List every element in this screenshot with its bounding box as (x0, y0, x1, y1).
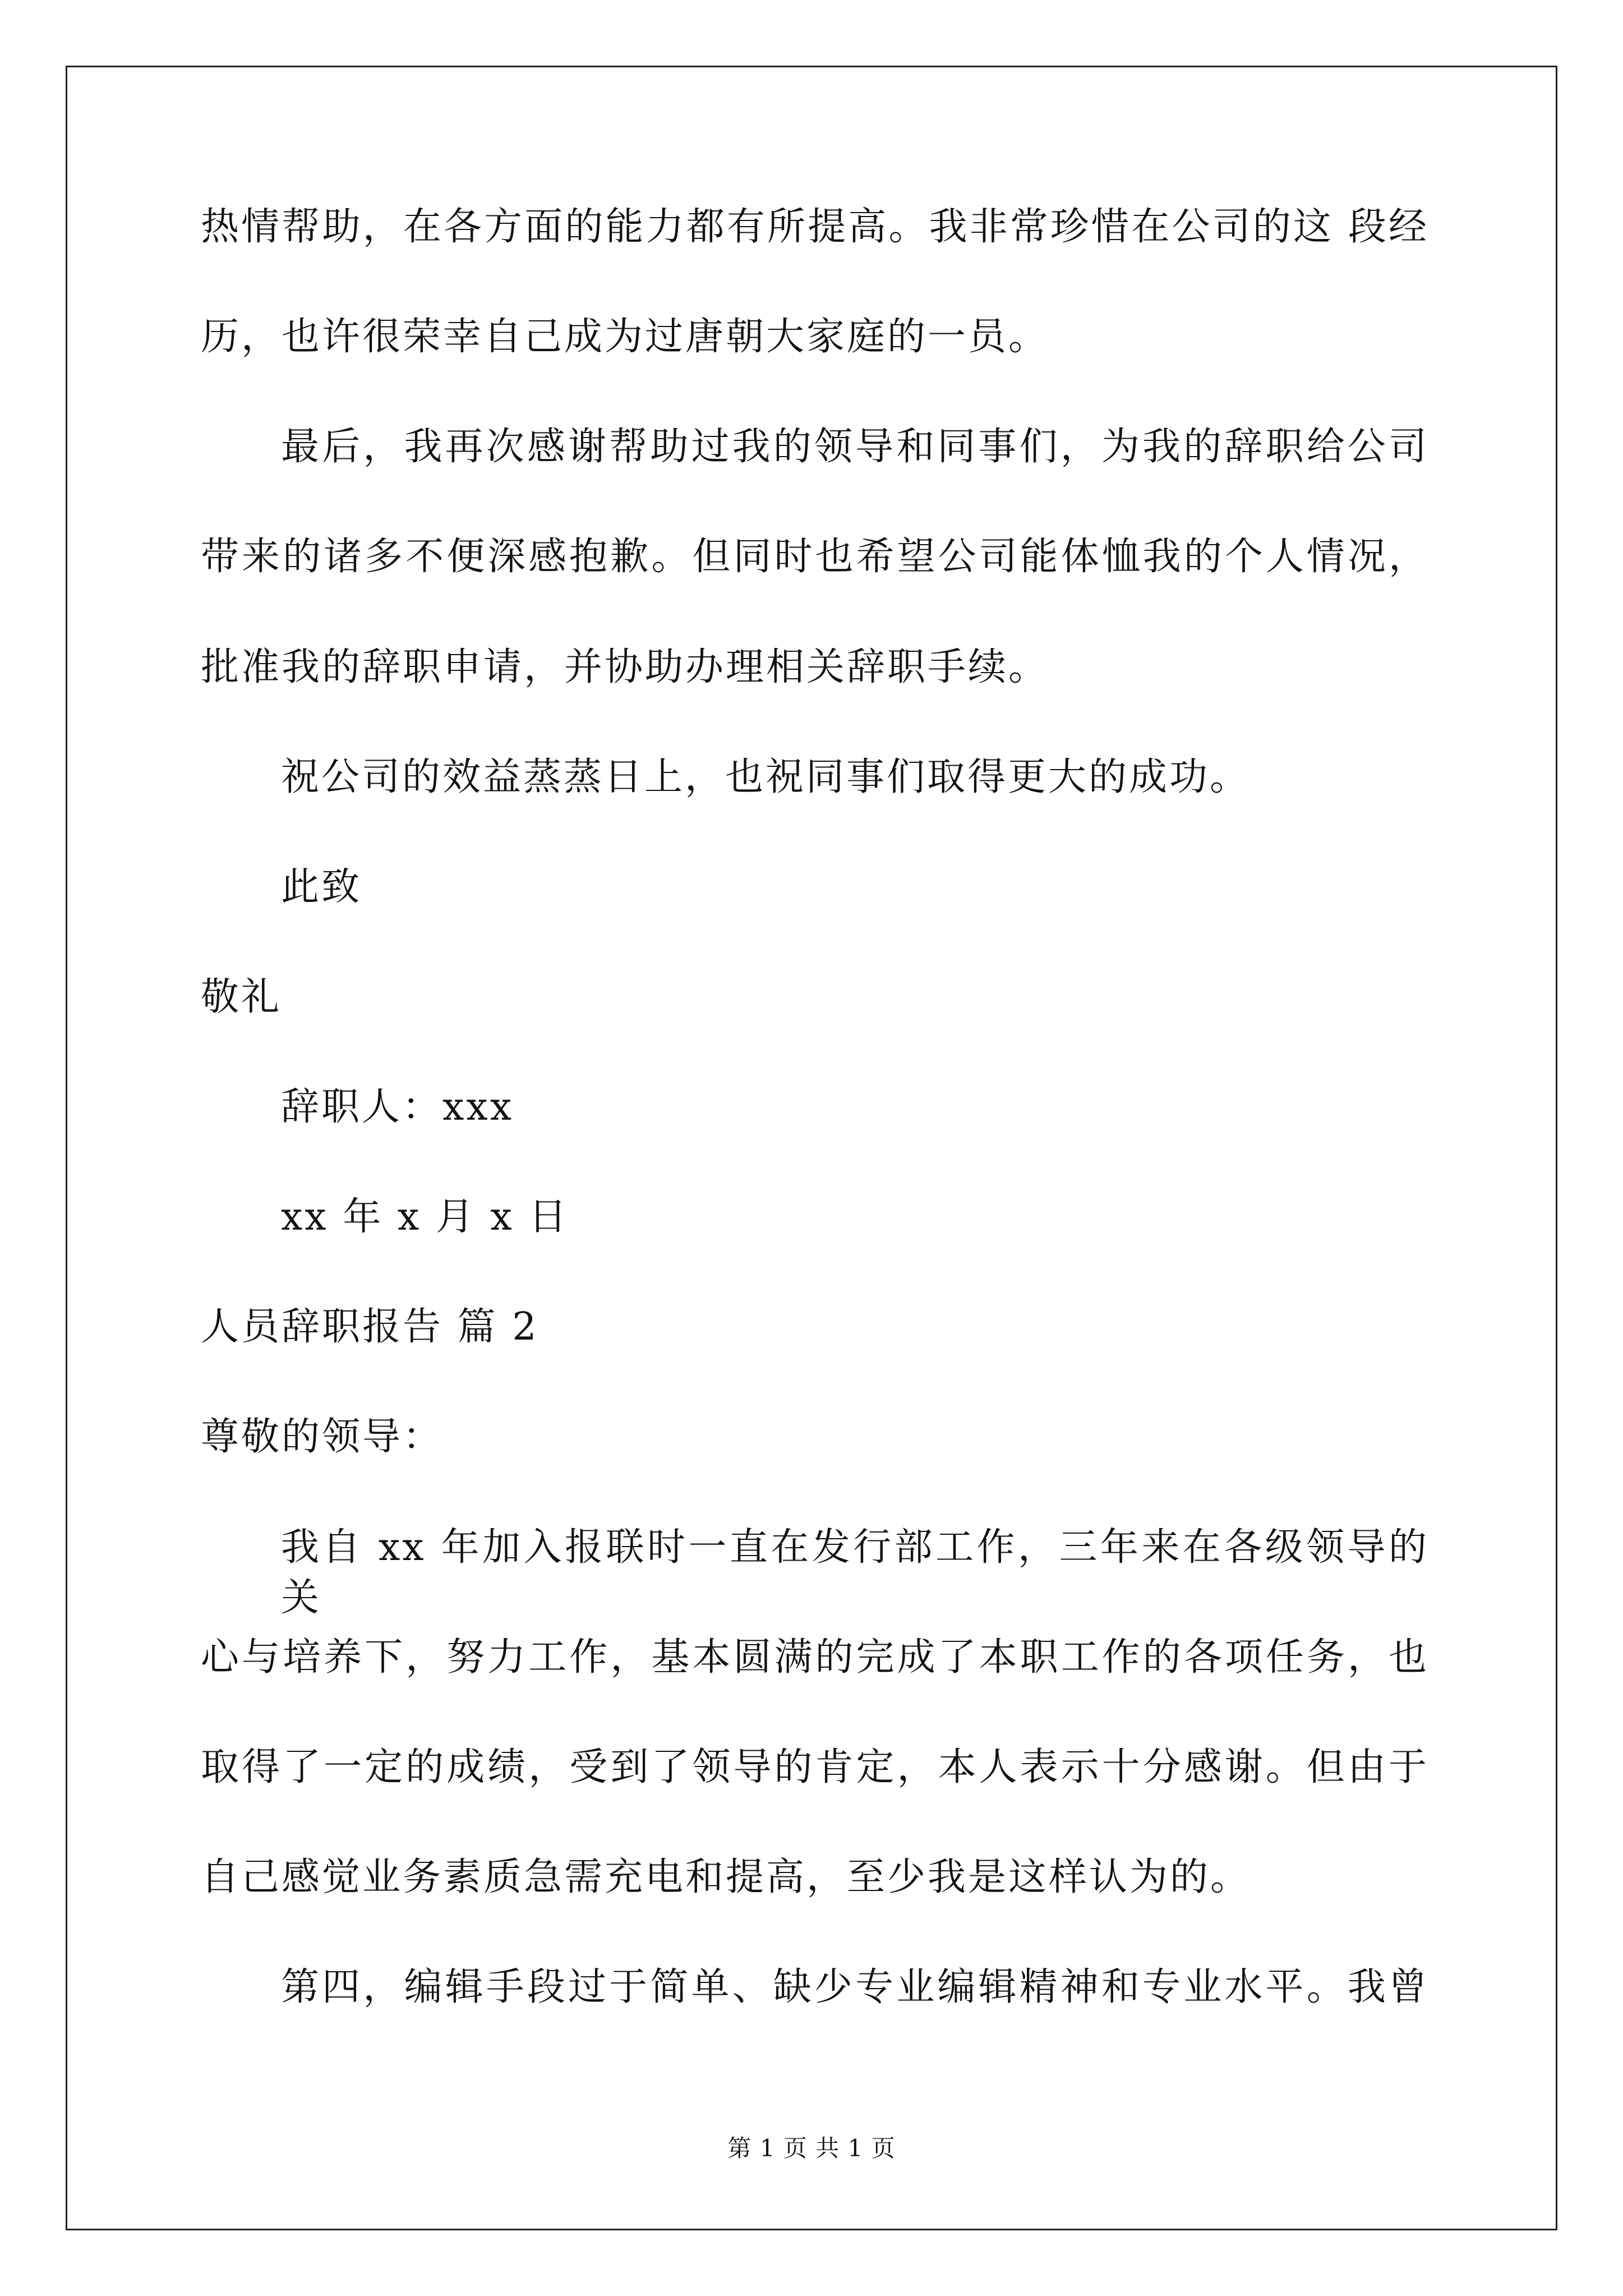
greeting-line: 尊敬的领导： (201, 1415, 444, 1459)
text-line: 带来的诸多不便深感抱歉。但同时也希望公司能体恤我的个人情况， (201, 535, 1429, 579)
text-line: 自己感觉业务素质急需充电和提高，至少我是这样认为的。 (201, 1855, 1251, 1899)
salutation-line: 敬礼 (201, 975, 282, 1019)
text-line: 最后，我再次感谢帮助过我的领导和同事们，为我的辞职给公司 (281, 425, 1429, 469)
text-line: 心与培养下，努力工作，基本圆满的完成了本职工作的各项任务，也 (201, 1635, 1429, 1680)
text-line: 我自 xx 年加入报联时一直在发行部工作，三年来在各级领导的关 (281, 1525, 1429, 1620)
text-line: 祝公司的效益蒸蒸日上，也祝同事们取得更大的成功。 (281, 755, 1251, 799)
text-line: 批准我的辞职申请，并协助办理相关辞职手续。 (201, 645, 1049, 689)
text-line: 第四，编辑手段过于简单、缺少专业编辑精神和专业水平。我曾 (281, 1965, 1429, 2009)
page-footer: 第 1 页 共 1 页 (727, 2134, 896, 2162)
salutation-line: 此致 (281, 865, 362, 909)
text-line: 历，也许很荣幸自己成为过唐朝大家庭的一员。 (201, 315, 1049, 359)
text-line: 取得了一定的成绩，受到了领导的肯定，本人表示十分感谢。但由于 (201, 1745, 1429, 1789)
date-line: xx 年 x 月 x 日 (281, 1195, 569, 1239)
page-border (66, 66, 1557, 2230)
text-line: 热情帮助，在各方面的能力都有所提高。我非常珍惜在公司的这 段经 (201, 205, 1429, 249)
signature-line: 辞职人：xxx (281, 1085, 514, 1129)
section-title: 人员辞职报告 篇 2 (201, 1305, 539, 1349)
